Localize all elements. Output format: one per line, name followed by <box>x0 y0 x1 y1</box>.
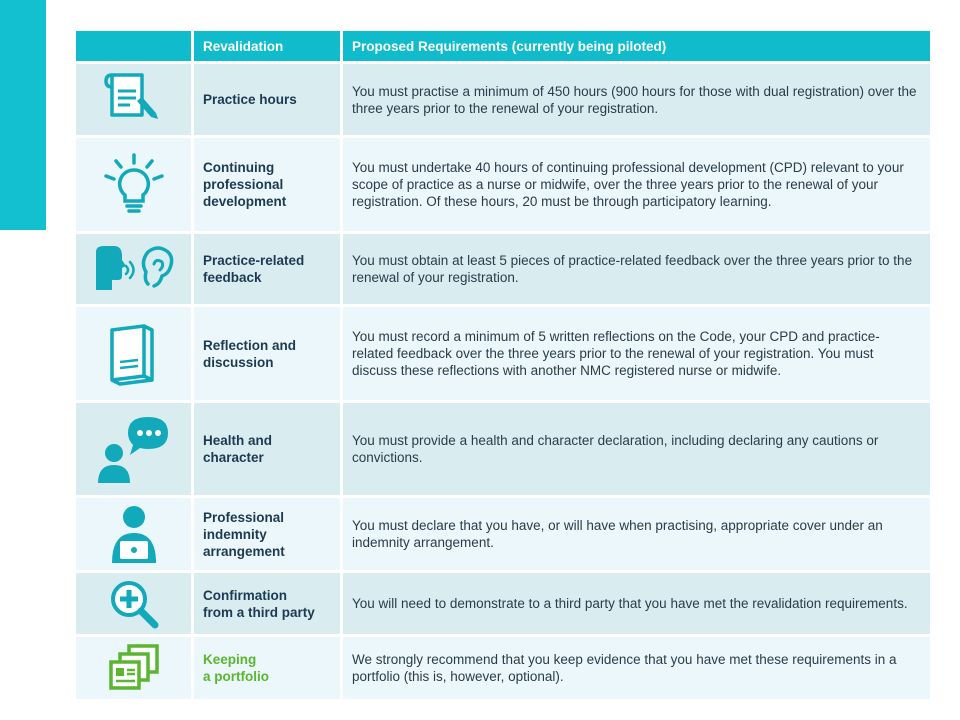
table-row-cpd <box>76 138 930 231</box>
row-label: Practice-related feedback <box>194 234 340 304</box>
table-row-health <box>76 403 930 495</box>
row-label: Professional indemnity arrangement <box>194 498 340 570</box>
row-requirement: You must obtain at least 5 pieces of practice-related feedback over the three years prior to the renewal of your registration. <box>343 234 930 304</box>
row-requirement: You will need to demonstrate to a third party that you have met the revalidation requirements. <box>343 573 930 634</box>
table-row-feedback <box>76 234 930 304</box>
table-row-reflection <box>76 307 930 400</box>
row-requirement: We strongly recommend that you keep evidence that you have met these requirements in a portfolio (this is, however, optional). <box>343 637 930 699</box>
speaking-ear-icon <box>92 244 176 294</box>
document-pen-icon <box>102 69 166 131</box>
row-label: Continuing professional development <box>194 138 340 231</box>
row-requirement: You must declare that you have, or will have when practising, appropriate cover under an indemnity arrangement. <box>343 498 930 570</box>
header-icon-column <box>76 31 191 61</box>
person-speech-bubble-icon <box>96 413 172 485</box>
row-label: Keeping a portfolio <box>194 637 340 699</box>
row-label: Confirmation from a third party <box>194 573 340 634</box>
table-row-indemnity <box>76 498 930 570</box>
side-accent-bar <box>0 0 46 230</box>
header-requirements: Proposed Requirements (currently being piloted) <box>343 31 930 61</box>
magnifier-plus-icon <box>107 579 161 629</box>
row-label: Health and character <box>194 403 340 495</box>
revalidation-table <box>76 31 930 702</box>
row-label: Reflection and discussion <box>194 307 340 400</box>
lightbulb-icon <box>100 152 168 218</box>
row-label: Practice hours <box>194 64 340 135</box>
row-requirement: You must undertake 40 hours of continuing professional development (CPD) relevant to your scope of practice as a nurse or midwife, over the three years prior to the renewal of your registration. Of these hours, 20 must be through participatory learning. <box>343 138 930 231</box>
row-requirement: You must record a minimum of 5 written reflections on the Code, your CPD and practice-related feedback over the three years prior to the renewal of your registration. You must discuss these reflections with another NMC registered nurse or midwife. <box>343 307 930 400</box>
table-header <box>76 31 930 61</box>
table-row-confirmation <box>76 573 930 634</box>
row-requirement: You must provide a health and character declaration, including declaring any cautions or convictions. <box>343 403 930 495</box>
table-row-portfolio <box>76 637 930 699</box>
row-requirement: You must practise a minimum of 450 hours (900 hours for those with dual registration) over the three years prior to the renewal of your registration. <box>343 64 930 135</box>
book-icon <box>106 322 162 386</box>
person-laptop-icon <box>106 503 162 565</box>
table-row-practice-hours <box>76 64 930 135</box>
header-revalidation: Revalidation <box>194 31 340 61</box>
portfolio-icon <box>107 643 161 693</box>
